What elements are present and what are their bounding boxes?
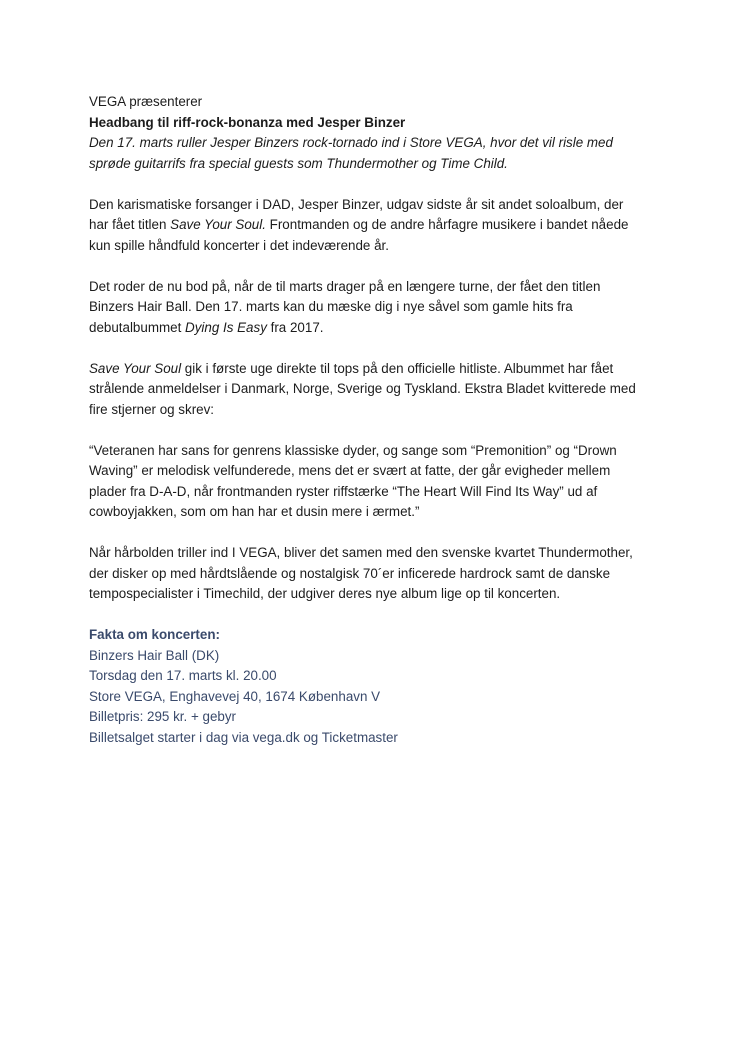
text-run: fra 2017. [266,319,324,335]
quote-line-3: plader fra D-A-D, når frontmanden ryster riffstærke “The Heart Will Find Its Way” ud af [89,483,598,499]
quote-line-4: cowboyjakken, som om han har et dusin mere i ærmet.” [89,504,420,519]
facts-item-event: Binzers Hair Ball (DK) [89,647,220,663]
paragraph-3-line-3: fire stjerner og skrev: [89,401,215,417]
paragraph-3-line-2: strålende anmeldelser i Danmark, Norge, Sverige og Tyskland. Ekstra Bladet kvitterede med [89,381,636,396]
paragraph-2-line-2: Binzers Hair Ball. Den 17. marts kan du mæske dig i nye såvel som gamle hits fra [89,299,573,314]
facts-heading: Fakta om koncerten: [89,627,220,642]
quote-line-2: Waving” er melodisk velfunderede, mens det er svært at fatte, der går evigheder mellem [89,463,611,478]
paragraph-gap [89,174,659,195]
facts-item-date: Torsdag den 17. marts kl. 20.00 [89,668,277,683]
album-title-save-your-soul: Save Your Soul. [170,217,266,232]
facts-item-venue: Store VEGA, Enghavevej 40, 1674 København V [89,688,381,704]
album-title-save-your-soul: Save Your Soul [89,360,182,376]
lead-line-1: Den 17. marts ruller Jesper Binzers rock-tornado ind i Store VEGA, hvor det vil risle med [89,135,613,150]
paragraph-2-line-1: Det roder de nu bod på, når de til marts drager på en længere turne, der fået den titlen [89,278,601,294]
paragraph-3-line-1 [89,359,659,380]
album-title-dying-is-easy: Dying Is Easy [185,319,267,335]
paragraph-gap [89,256,659,277]
text-run: debutalbummet [89,319,186,335]
paragraph-gap [89,605,659,626]
paragraph-2-line-3 [89,318,659,339]
text-run: Frontmanden og de andre hårfagre musikere i bandet nåede [265,217,629,232]
paragraph-1-line-2 [89,215,659,236]
paragraph-5-line-1: Når hårbolden triller ind I VEGA, bliver det samen med den svenske kvartet Thundermother, [89,545,633,560]
paragraph-gap [89,338,659,359]
paragraph-5-line-3: tempospecialister i Timechild, der udgiver deres nye album lige op til koncerten. [89,586,561,601]
paragraph-5-line-2: der disker op med hårdtslående og nostalgisk 70´er inficerede hardrock samt de danske [89,565,611,581]
facts-item-price: Billetpris: 295 kr. + gebyr [89,709,236,724]
paragraph-1-line-1: Den karismatiske forsanger i DAD, Jesper Binzer, udgav sidste år sit andet soloalbum, der [89,196,624,212]
lead-line-2: sprøde guitarrifs fra special guests som Thundermother og Time Child. [89,155,508,171]
paragraph-gap [89,523,659,544]
facts-item-ticket-sale: Billetsalget starter i dag via vega.dk og Ticketmaster [89,729,398,745]
paragraph-gap [89,420,659,441]
text-run: gik i første uge direkte til tops på den officielle hitliste. Albummet har fået [181,360,614,376]
headline: Headbang til riff-rock-bonanza med Jesper Binzer [89,114,406,130]
paragraph-1-line-3: kun spille håndfuld koncerter i det indeværende år. [89,237,389,253]
press-release-body [89,92,659,748]
quote-line-1: “Veteranen har sans for genrens klassiske dyder, og sange som “Premonition” og “Drown [89,442,617,458]
presenter-line: VEGA præsenterer [89,94,203,109]
text-run: har fået titlen [89,217,171,232]
